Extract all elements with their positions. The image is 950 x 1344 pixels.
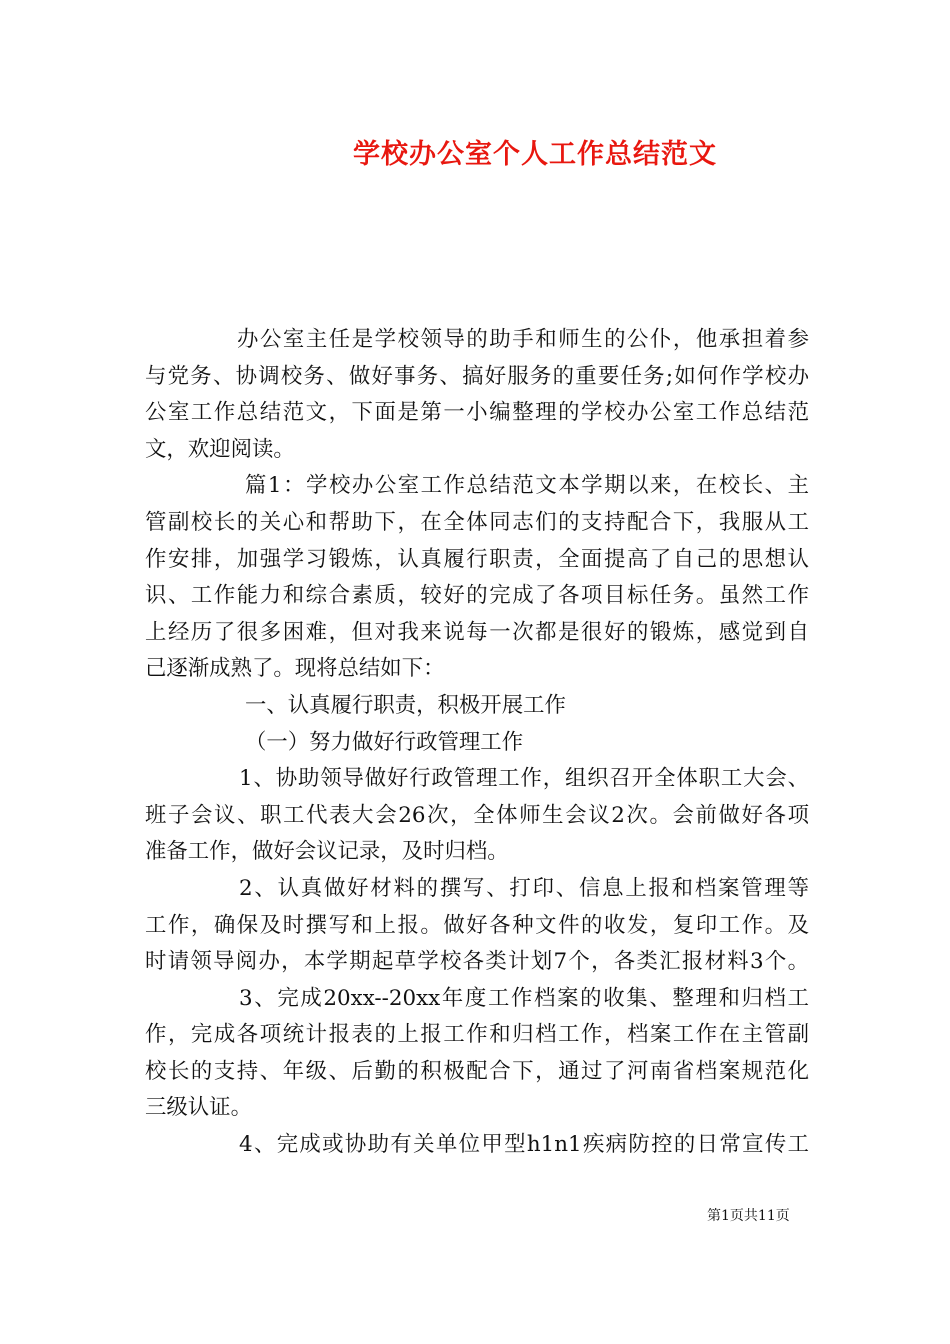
text-line: 管副校长的关心和帮助下，在全体同志们的支持配合下，我服从工	[145, 509, 809, 535]
text-line: 上经历了很多困难，但对我来说每一次都是很好的锻炼，感觉到自	[145, 619, 809, 645]
text-line: 校长的支持、年级、后勤的积极配合下，通过了河南省档案规范化	[145, 1058, 809, 1084]
text-line: 文，欢迎阅读。	[145, 436, 295, 462]
text-line: 2、认真做好材料的撰写、打印、信息上报和档案管理等	[239, 875, 809, 901]
text-line: 己逐渐成熟了。现将总结如下：	[145, 656, 445, 682]
text-line: 工作，确保及时撰写和上报。做好各种文件的收发，复印工作。及	[145, 912, 809, 938]
page-number: 第1页共11页	[707, 1208, 790, 1224]
subsection-heading: （一）努力做好行政管理工作	[245, 729, 524, 755]
text-line: 作，完成各项统计报表的上报工作和归档工作，档案工作在主管副	[145, 1022, 809, 1048]
text-line: 时请领导阅办，本学期起草学校各类计划7个，各类汇报材料3个。	[145, 949, 809, 975]
text-line: 准备工作，做好会议记录，及时归档。	[145, 839, 509, 865]
text-line: 作安排，加强学习锻炼，认真履行职责，全面提高了自己的思想认	[145, 546, 809, 572]
text-line: 识、工作能力和综合素质，较好的完成了各项目标任务。虽然工作	[145, 583, 809, 609]
section-heading: 一、认真履行职责，积极开展工作	[245, 692, 566, 718]
text-line: 1、协助领导做好行政管理工作，组织召开全体职工大会、	[239, 766, 809, 792]
text-line: 与党务、协调校务、做好事务、搞好服务的重要任务;如何作学校办	[145, 363, 809, 389]
text-line: 办公室主任是学校领导的助手和师生的公仆，他承担着参	[237, 327, 809, 352]
document-body	[145, 322, 809, 1164]
text-line: 3、完成20xx--20xx年度工作档案的收集、整理和归档工	[239, 985, 809, 1011]
text-line: 4、完成或协助有关单位甲型h1n1疾病防控的日常宣传工	[239, 1132, 809, 1158]
text-line: 三级认证。	[145, 1095, 252, 1121]
text-line: 篇1：学校办公室工作总结范文本学期以来，在校长、主	[245, 473, 809, 499]
document-title: 学校办公室个人工作总结范文	[353, 139, 717, 170]
text-line: 公室工作总结范文，下面是第一小编整理的学校办公室工作总结范	[145, 400, 809, 426]
text-line: 班子会议、职工代表大会26次，全体师生会议2次。会前做好各项	[145, 802, 809, 828]
